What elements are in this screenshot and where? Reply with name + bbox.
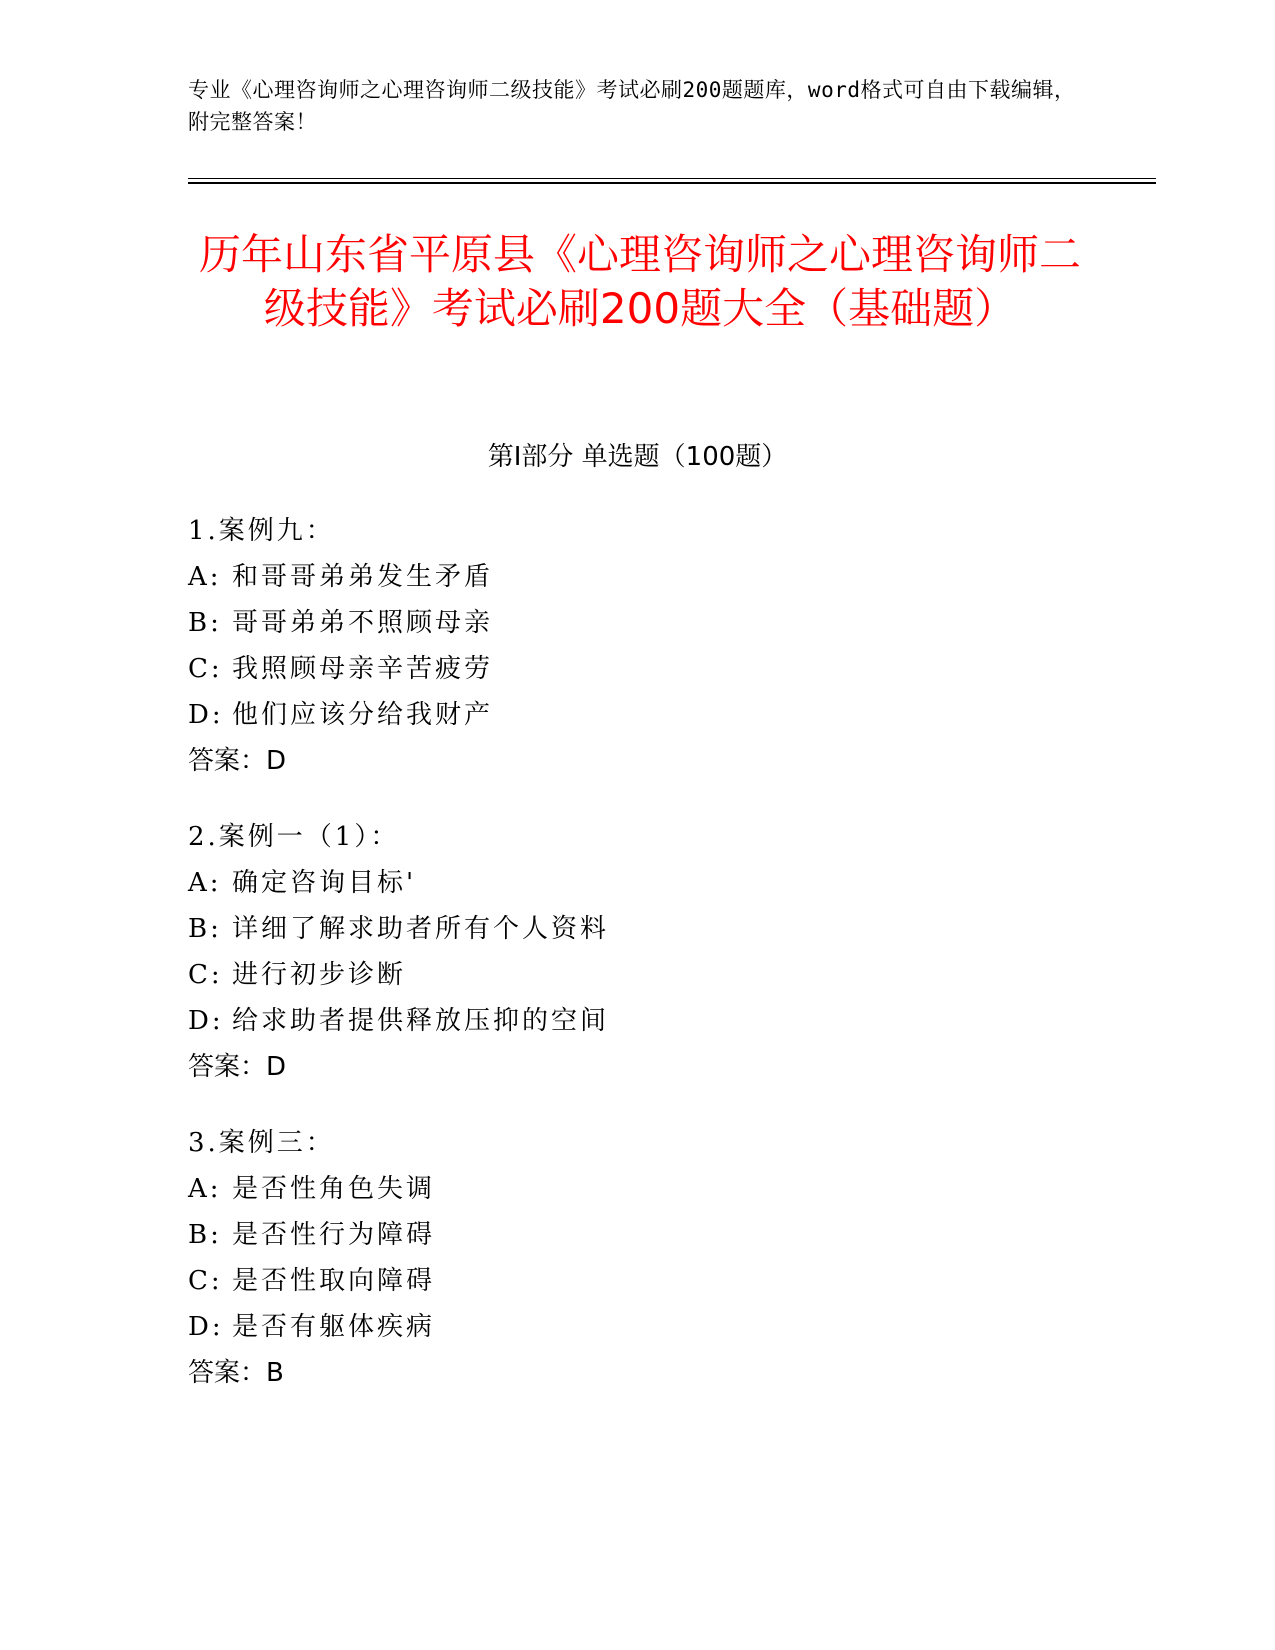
option-text: 哥哥弟弟不照顾母亲 [232,608,494,638]
option-d [188,1304,1088,1350]
option-text: 是否性取向障碍 [232,1266,436,1296]
option-letter: B: [188,1220,222,1250]
option-text: 和哥哥弟弟发生矛盾 [232,562,494,592]
option-letter: A: [188,1174,222,1204]
header-rule-thin [188,178,1156,179]
option-text: 给求助者提供释放压抑的空间 [232,1006,610,1036]
option-letter: D: [188,1312,224,1342]
question-3 [188,1120,1088,1396]
option-a [188,554,1088,600]
option-letter: D: [188,1006,224,1036]
option-c [188,952,1088,998]
option-letter: A: [188,868,222,898]
option-c [188,646,1088,692]
option-text: 详细了解求助者所有个人资料 [232,914,610,944]
answer-line: 答案：D [188,1052,287,1082]
option-a [188,1166,1088,1212]
option-text: 进行初步诊断 [232,960,407,990]
header-rule-thick [188,182,1156,184]
option-letter: C: [188,1266,223,1296]
option-letter: B: [188,914,222,944]
option-b [188,1212,1088,1258]
option-text: 是否性角色失调 [232,1174,436,1204]
answer-line: 答案：B [188,1358,284,1388]
option-text: 是否有躯体疾病 [232,1312,436,1342]
option-b [188,906,1088,952]
question-stem: 2.案例一（1）： [188,822,400,852]
option-text: 他们应该分给我财产 [232,700,494,730]
option-a [188,860,1088,906]
option-letter: D: [188,700,224,730]
question-stem: 3.案例三： [188,1128,335,1158]
option-letter: C: [188,960,223,990]
question-stem: 1.案例九： [188,516,335,546]
option-d [188,692,1088,738]
question-2 [188,814,1088,1090]
option-letter: A: [188,562,222,592]
option-b [188,600,1088,646]
section-heading: 第Ⅰ部分 单选题（100题） [487,442,788,472]
document-title: 历年山东省平原县《心理咨询师之心理咨询师二级技能》考试必刷200题大全（基础题） [198,230,1081,333]
option-text: 我照顾母亲辛苦疲劳 [232,654,494,684]
option-text: 确定咨询目标' [232,868,417,898]
option-d [188,998,1088,1044]
option-letter: B: [188,608,222,638]
answer-line: 答案：D [188,746,287,776]
option-letter: C: [188,654,223,684]
option-text: 是否性行为障碍 [232,1220,436,1250]
header-note: 专业《心理咨询师之心理咨询师二级技能》考试必刷200题题库，word格式可自由下载编辑，附完整答案！ [188,78,1076,134]
question-1 [188,508,1088,784]
option-c [188,1258,1088,1304]
